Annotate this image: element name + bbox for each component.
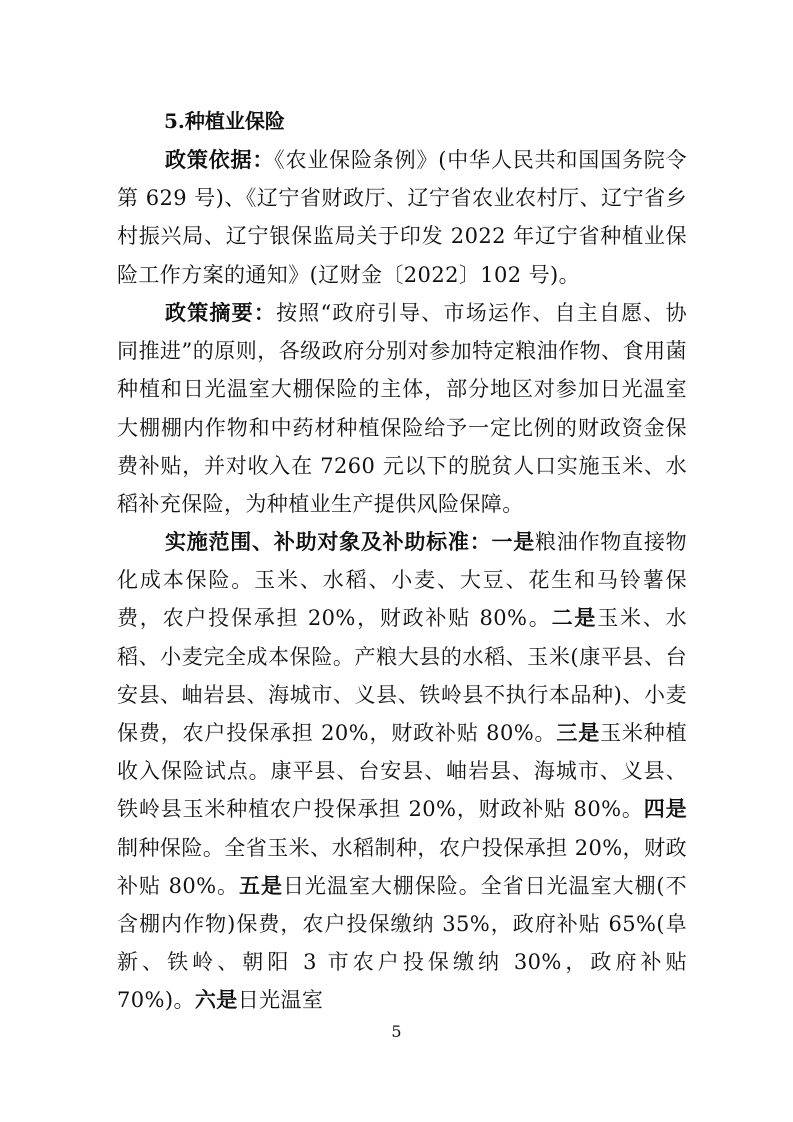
scope-item-marker: 二是 bbox=[551, 605, 598, 631]
scope-item-marker: 一是 bbox=[491, 529, 535, 554]
scope-item-text: 玉米种植收入保险试点。康平县、台安县、岫岩县、海城市、义县、铁岭县玉米种植农户投保承担 20%，财政补贴 80%。 bbox=[117, 721, 687, 822]
policy-summary-text: 按照“政府引导、市场运作、自主自愿、协同推进”的原则，各级政府分别对参加特定粮油作物、食用菌种植和日光温室大棚保险的主体，部分地区对参加日光温室大棚棚内作物和中药材种植保险给予一定比例的财政资金保费补贴，并对收入在 7260 元以下的脱贫人口实施玉米、水稻补充保险，为种植业生产提供风险保障。 bbox=[117, 301, 687, 517]
scope-item-text: 玉米、水稻、小麦完全成本保险。产粮大县的水稻、玉米(康平县、台安县、岫岩县、海城市、义县、铁岭县不执行本品种)、小麦保费，农户投保承担 20%，财政补贴 80%。 bbox=[117, 606, 687, 746]
scope-item-text: 制种保险。全省玉米、水稻制种，农户投保承担 20%，财政补贴 80%。 bbox=[117, 835, 687, 898]
policy-basis-label: 政策依据： bbox=[165, 147, 275, 172]
scope-item-text: 粮油作物直接物化成本保险。玉米、水稻、小麦、大豆、花生和马铃薯保费，农户投保承担 20%，财政补贴 80%。 bbox=[117, 530, 687, 631]
policy-basis-paragraph bbox=[117, 141, 687, 294]
scope-item-marker: 五是 bbox=[239, 872, 283, 898]
scope-item-marker: 六是 bbox=[194, 987, 238, 1013]
scope-paragraph bbox=[117, 523, 687, 1020]
policy-basis-text: 《农业保险条例》(中华人民共和国国务院令第 629 号)、《辽宁省财政厅、辽宁省农业农村厅、辽宁省乡村振兴局、辽宁银保监局关于印发 2022 年辽宁省种植业保险工作方案的通知》(辽财金〔2022〕102 号)。 bbox=[117, 148, 687, 287]
scope-item-text: 日光温室 bbox=[237, 988, 324, 1013]
page-number: 5 bbox=[391, 1022, 402, 1041]
scope-label: 实施范围、补助对象及补助标准： bbox=[165, 529, 492, 554]
scope-item-marker: 四是 bbox=[643, 796, 687, 822]
scope-item-text: 日光温室大棚保险。全省日光温室大棚(不含棚内作物)保费，农户投保缴纳 35%，政府补贴 65%(阜新、铁岭、朝阳 3 市农户投保缴纳 30%，政府补贴 70%)。 bbox=[117, 873, 687, 1013]
policy-summary-paragraph bbox=[117, 294, 687, 523]
policy-summary-label: 政策摘要： bbox=[165, 300, 277, 325]
section-title: 5.种植业保险 bbox=[164, 109, 285, 133]
scope-item-marker: 三是 bbox=[556, 720, 601, 746]
